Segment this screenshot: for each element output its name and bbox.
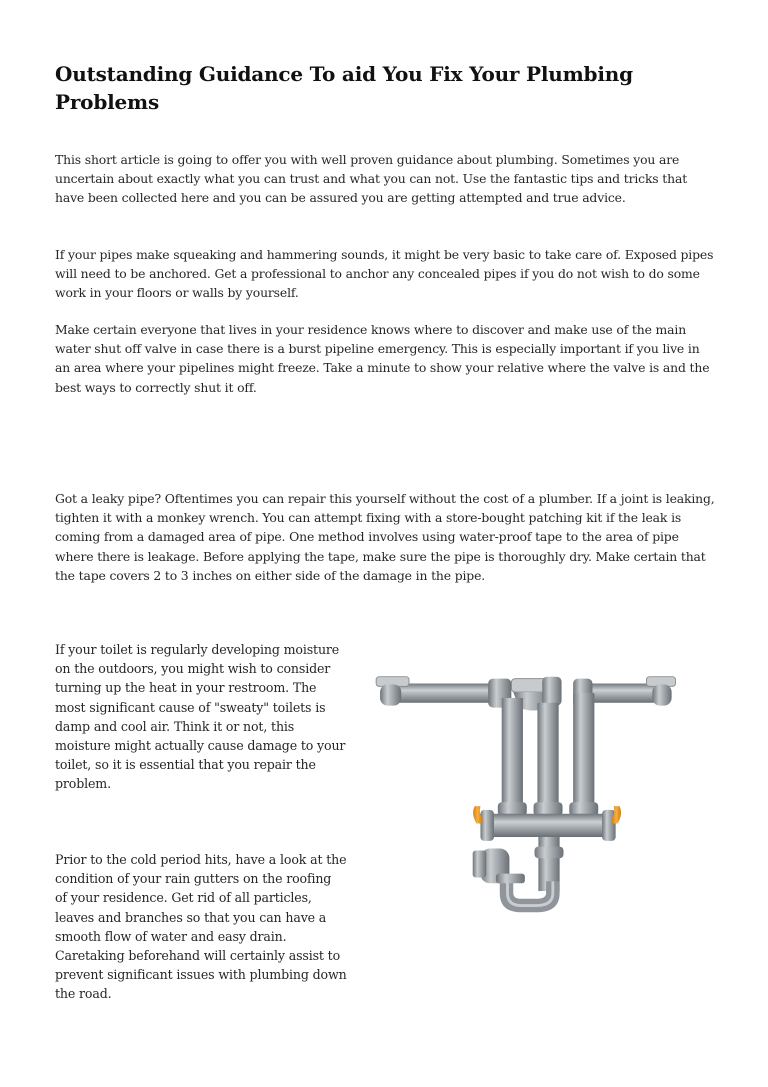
plumbing-pipes-image [362,640,680,920]
paragraph-rain-gutters: Prior to the cold period hits, have a look at the condition of your rain gutters on the roofing of your residence. Get rid of all particles, leaves and branches so that you can have a smooth flow of water and easy drain. Caretaking beforehand will certainly assist to prevent significant issues with plumbing down the road. [55,852,347,1002]
paragraph-intro: This short article is going to offer you with well proven guidance about plumbing. Sometimes you are uncertain about exactly what you can trust and what you can not. Use the fantastic tips and tricks that have been collected here and you can be assured you are getting attempted and true advice. [55,152,688,206]
paragraph-sweaty-toilet: If your toilet is regularly developing moisture on the outdoors, you might wish to consider turning up the heat in your restroom. The most significant cause of "sweaty" toilets is damp and cool air. Think it or not, this moisture might actually cause damage to your toilet, so it is essential that you repair the problem. [55,642,346,792]
paragraph-squeaking-pipes: If your pipes make squeaking and hammering sounds, it might be very basic to take care of. Exposed pipes will need to be anchored. Get a professional to anchor any concealed pipes if you do not wish to do some work in your floors or walls by yourself. [55,247,714,301]
article-title: Outstanding Guidance To aid You Fix Your Plumbing Problems [55,62,633,114]
paragraph-shut-off-valve: Make certain everyone that lives in your residence knows where to discover and make use of the main water shut off valve in case there is a burst pipeline emergency. This is especially important if you live in an area where your pipelines might freeze. Take a minute to show your relative where the valve is and the best ways to correctly shut it off. [55,322,710,395]
pipe-assembly-icon [362,640,680,920]
paragraph-leaky-pipe: Got a leaky pipe? Oftentimes you can repair this yourself without the cost of a plumber. If a joint is leaking, tighten it with a monkey wrench. You can attempt fixing with a store-bought patching kit if the leak is coming from a damaged area of pipe. One method involves using water-proof tape to the area of pipe where there is leakage. Before applying the tape, make sure the pipe is thoroughly dry. Make certain that the tape covers 2 to 3 inches on either side of the damage in the pipe. [55,491,715,583]
